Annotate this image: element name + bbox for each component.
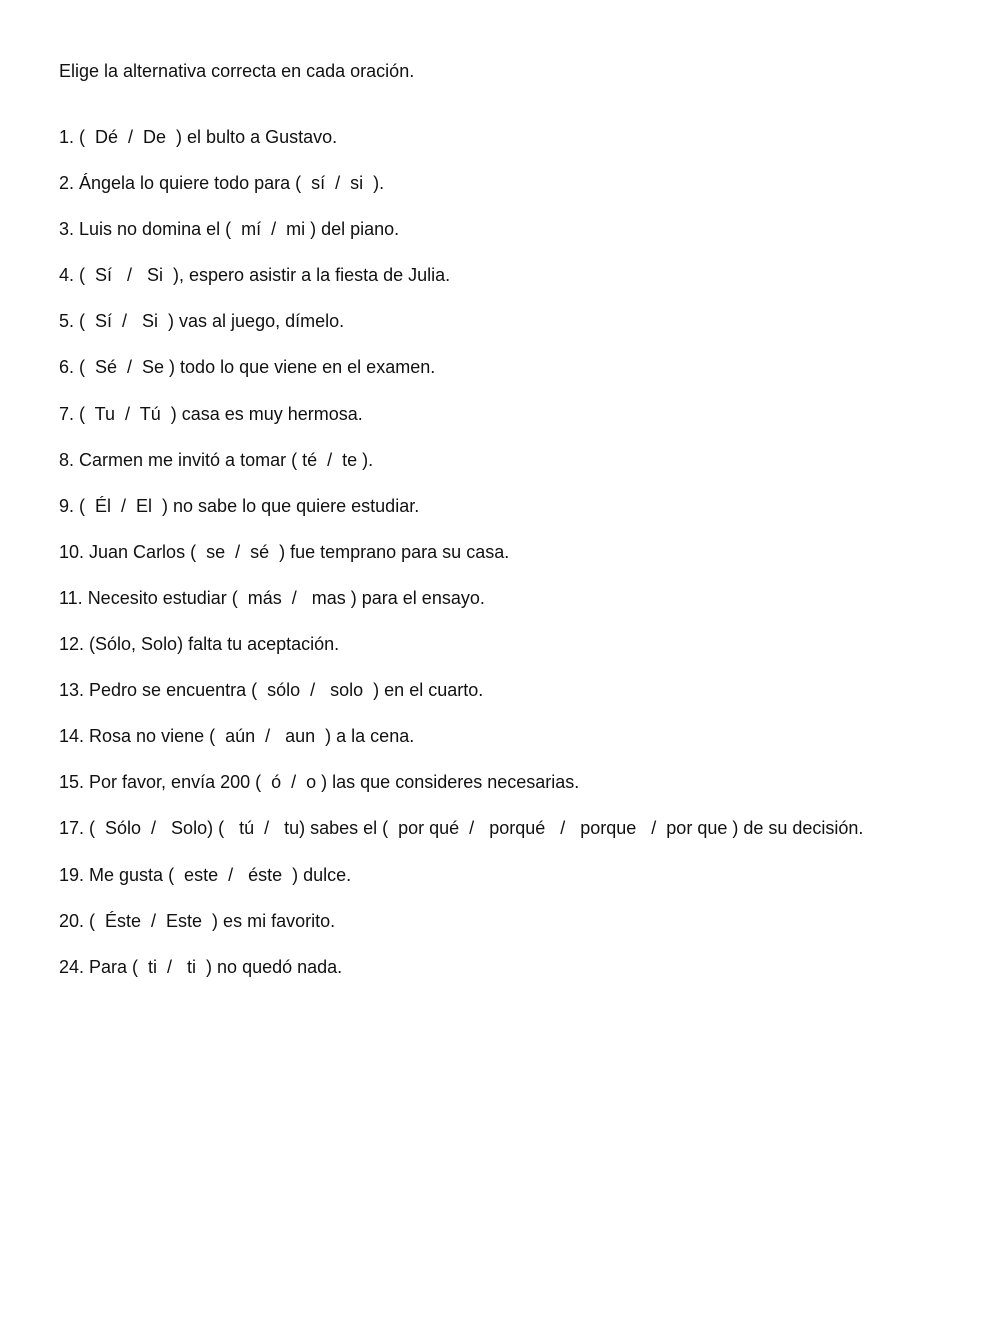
exercise-item-9: 9. ( Él / El ) no sabe lo que quiere estudiar. [59, 495, 420, 516]
exercise-item-14: 14. Rosa no viene ( aún / aun ) a la cena. [59, 726, 415, 747]
exercise-item-2: 2. Ángela lo quiere todo para ( sí / si ). [59, 173, 385, 194]
exercise-item-13: 13. Pedro se encuentra ( sólo / solo ) en el cuarto. [59, 680, 484, 701]
exercise-item-5: 5. ( Sí / Si ) vas al juego, dímelo. [59, 311, 345, 332]
instructions-text: Elige la alternativa correcta en cada oración. [59, 61, 415, 81]
exercise-item-24: 24. Para ( ti / ti ) no quedó nada. [59, 956, 343, 977]
exercise-item-6: 6. ( Sé / Se ) todo lo que viene en el examen. [59, 357, 436, 378]
exercise-item-4: 4. ( Sí / Si ), espero asistir a la fiesta de Julia. [59, 265, 451, 286]
exercise-item-10: 10. Juan Carlos ( se / sé ) fue temprano para su casa. [59, 541, 510, 562]
exercise-item-15: 15. Por favor, envía 200 ( ó / o ) las que consideres necesarias. [59, 772, 580, 793]
exercise-item-7: 7. ( Tu / Tú ) casa es muy hermosa. [59, 403, 363, 424]
exercise-item-3: 3. Luis no domina el ( mí / mi ) del piano. [59, 219, 400, 240]
exercise-list [59, 126, 863, 1002]
exercise-item-19: 19. Me gusta ( este / éste ) dulce. [59, 864, 352, 885]
exercise-item-17: 17. ( Sólo / Solo) ( tú / tu) sabes el ( por qué / porqué / porque / por que ) de su decisión. [59, 818, 864, 839]
exercise-item-11: 11. Necesito estudiar ( más / mas ) para el ensayo. [59, 587, 485, 608]
exercise-item-20: 20. ( Éste / Este ) es mi favorito. [59, 910, 336, 931]
exercise-item-12: 12. (Sólo, Solo) falta tu aceptación. [59, 634, 340, 655]
exercise-item-1: 1. ( Dé / De ) el bulto a Gustavo. [59, 127, 338, 147]
exercise-item-8: 8. Carmen me invitó a tomar ( té / te ). [59, 449, 374, 470]
